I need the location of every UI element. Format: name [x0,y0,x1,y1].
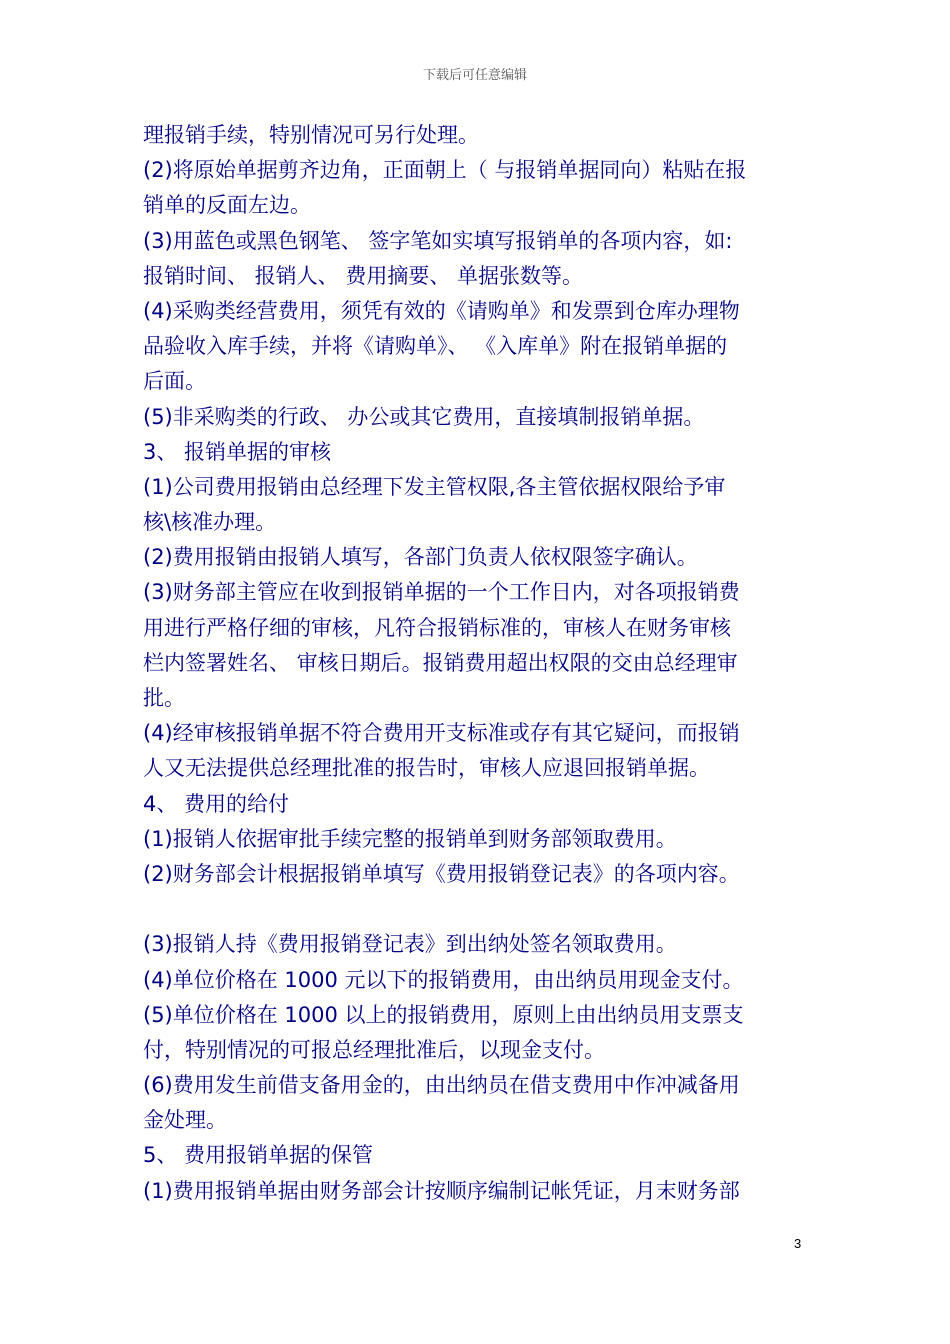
body-line: 栏内签署姓名、 审核日期后。报销费用超出权限的交由总经理审 [143,650,738,675]
body-line: 人又无法提供总经理批准的报告时，审核人应退回报销单据。 [143,756,710,781]
section-heading: 4、 费用的给付 [143,791,290,816]
body-line: (5)单位价格在 1000 以上的报销费用，原则上由出纳员用支票支 [143,1002,744,1027]
document-body [143,118,807,1209]
body-line: 批。 [143,686,185,710]
body-line: (2)费用报销由报销人填写，各部门负责人依权限签字确认。 [143,545,698,570]
section-heading: 3、 报销单据的审核 [143,439,332,464]
body-line: 品验收入库手续，并将《请购单》、 《入库单》附在报销单据的 [143,334,728,359]
blank-line [143,892,807,927]
body-line: (1)费用报销单据由财务部会计按顺序编制记帐凭证，月末财务部 [143,1178,740,1203]
body-line: (2)将原始单据剪齐边角，正面朝上（ 与报销单据同向）粘贴在报 [143,158,747,183]
body-line: 理报销手续，特别情况可另行处理。 [143,123,479,147]
body-line: (4)经审核报销单据不符合费用开支标准或存有其它疑问，而报销 [143,721,740,746]
body-line: 用进行严格仔细的审核，凡符合报销标准的，审核人在财务审核 [143,615,731,640]
body-line: (3)报销人持《费用报销登记表》到出纳处签名领取费用。 [143,932,677,957]
body-line: 后面。 [143,369,206,394]
body-line: (3)用蓝色或黑色钢笔、 签字笔如实填写报销单的各项内容，如: [143,228,733,253]
body-line: 付，特别情况的可报总经理批准后，以现金支付。 [143,1037,605,1062]
body-line: (3)财务部主管应在收到报销单据的一个工作日内，对各项报销费 [143,580,740,605]
body-line: (1)报销人依据审批手续完整的报销单到财务部领取费用。 [143,826,677,851]
body-line: (6)费用发生前借支备用金的，由出纳员在借支费用中作冲减备用 [143,1073,740,1098]
section-heading: 5、 费用报销单据的保管 [143,1143,374,1168]
body-line: 销单的反面左边。 [143,193,311,218]
body-line: 报销时间、 报销人、 费用摘要、 单据张数等。 [143,263,584,288]
page-number: 3 [794,1236,802,1251]
body-line: (5)非采购类的行政、 办公或其它费用，直接填制报销单据。 [143,404,705,429]
body-line: (4)单位价格在 1000 元以下的报销费用，由出纳员用现金支付。 [143,967,744,992]
body-line: (1)公司费用报销由总经理下发主管权限,各主管依据权限给予审 [143,474,726,499]
body-line: (4)采购类经营费用，须凭有效的《请购单》和发票到仓库办理物 [143,298,740,323]
body-line: 核\核准办理。 [143,510,277,535]
page-header: 下载后可任意编辑 [422,68,527,83]
body-line: 金处理。 [143,1108,227,1133]
body-line: (2)财务部会计根据报销单填写《费用报销登记表》的各项内容。 [143,861,740,886]
